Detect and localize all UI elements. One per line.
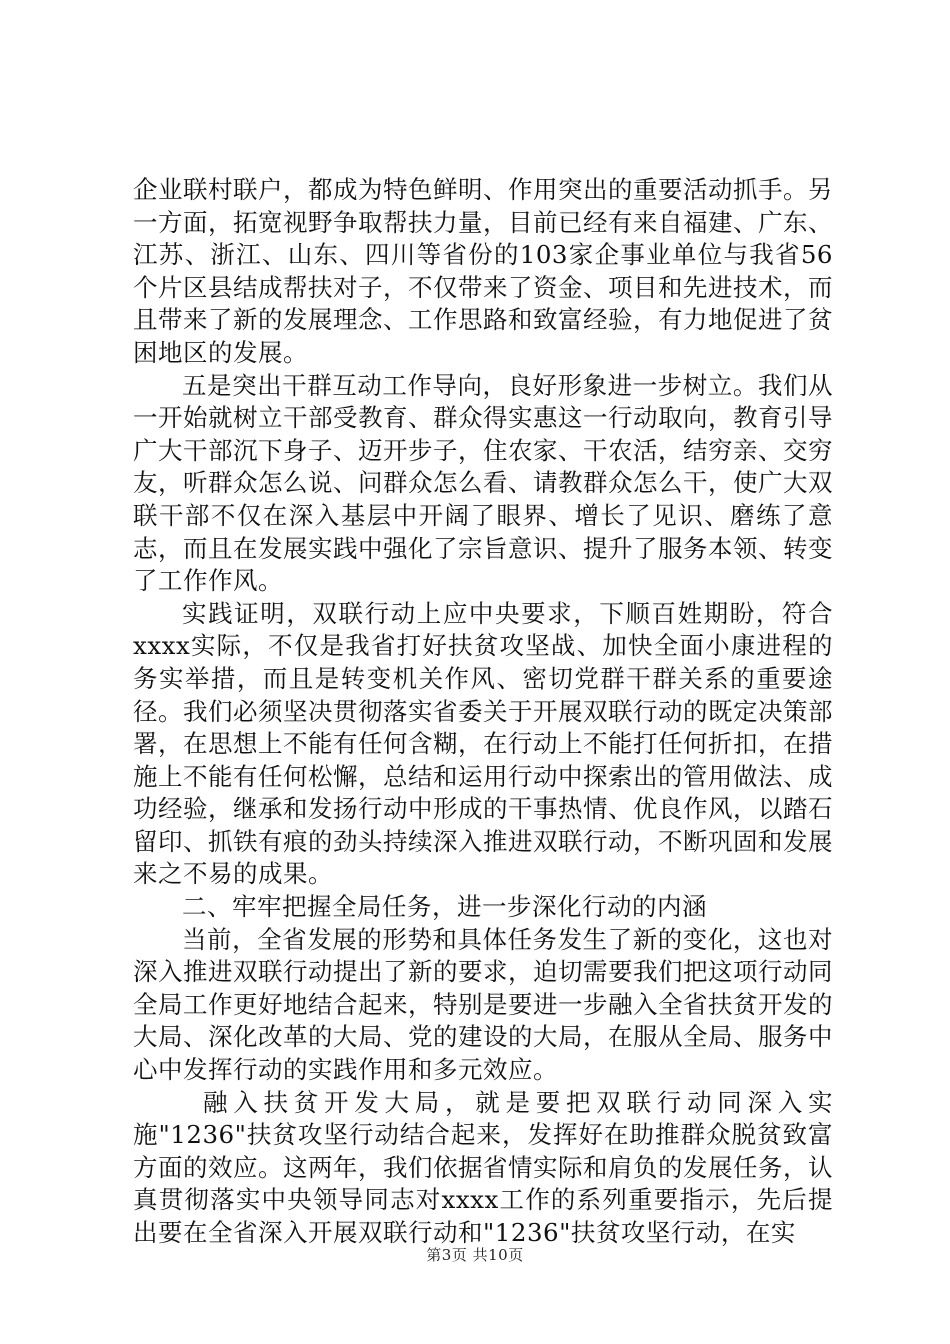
section-heading: 二、牢牢把握全局任务，进一步深化行动的内涵: [182, 892, 707, 922]
paragraph-current-situation: 当前，全省发展的形势和具体任务发生了新的变化，这也对深入推进双联行动提出了新的要求，迫切需要我们把这项行动同全局工作更好地结合起来，特别是要进一步融入全省扶贫开发的大局、深化改革的大局、党的建设的大局，在服从全局、服务中心中发挥行动的实践作用和多元效应。: [133, 924, 833, 1085]
paragraph-poverty-alleviation: 融入扶贫开发大局，就是要把双联行动同深入实施"1236"扶贫攻坚行动结合起来，发挥好在助推群众脱贫致富方面的效应。这两年，我们依据省情实际和肩负的发展任务，认真贯彻落实中央领导同志对xxxx工作的系列重要指示，先后提出要在全省深入开展双联行动和"1236"扶贫攻坚行动，在实: [133, 1087, 833, 1247]
paragraph-practice-proves: 实践证明，双联行动上应中央要求，下顺百姓期盼，符合xxxx实际，不仅是我省打好扶贫攻坚战、加快全面小康进程的务实举措，而且是转变机关作风、密切党群干群关系的重要途径。我们必须坚决贯彻落实省委关于开展双联行动的既定决策部署，在思想上不能有任何含糊，在行动上不能打任何折扣，在措施上不能有任何松懈，总结和运用行动中探索出的管用做法、成功经验，继承和发扬行动中形成的干事热情、优良作风，以踏石留印、抓铁有痕的劲头持续深入推进双联行动，不断巩固和发展来之不易的成果。: [133, 598, 833, 889]
paragraph-point-five: 五是突出干群互动工作导向，良好形象进一步树立。我们从一开始就树立干部受教育、群众得实惠这一行动取向，教育引导广大干部沉下身子、迈开步子，住农家、干农活，结穷亲、交穷友，听群众怎么说、问群众怎么看、请教群众怎么干，使广大双联干部不仅在深入基层中开阔了眼界、增长了见识、磨练了意志，而且在发展实践中强化了宗旨意识、提升了服务本领、转变了工作作风。: [133, 370, 833, 596]
document-body: [133, 174, 833, 1250]
page-footer: 第3页 共10页: [426, 1246, 524, 1264]
paragraph-continued: 企业联村联户，都成为特色鲜明、作用突出的重要活动抓手。另一方面，拓宽视野争取帮扶力量，目前已经有来自福建、广东、江苏、浙江、山东、四川等省份的103家企事业单位与我省56个片区县结成帮扶对子，不仅带来了资金、项目和先进技术，而且带来了新的发展理念、工作思路和致富经验，有力地促进了贫困地区的发展。: [133, 175, 833, 367]
